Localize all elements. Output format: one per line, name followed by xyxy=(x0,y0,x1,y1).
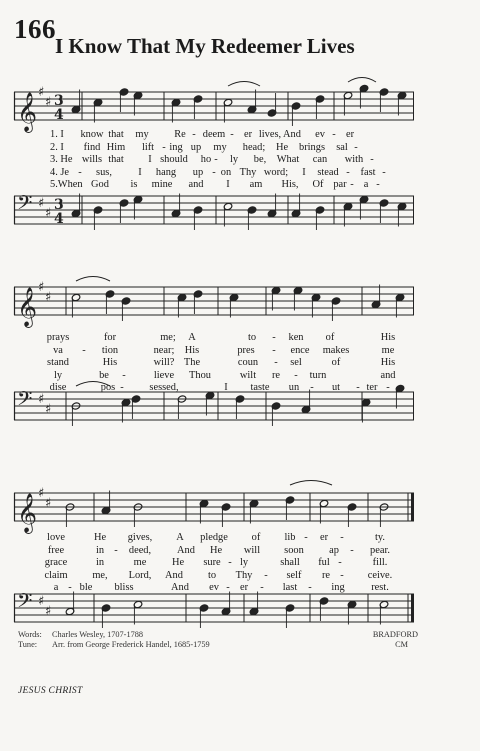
lyric-syllable: word; xyxy=(263,166,289,178)
tune-name: BRADFORD xyxy=(372,630,418,639)
lyric-syllable: - xyxy=(356,382,360,394)
treble-clef-icon: 𝄞 xyxy=(17,287,38,327)
bass-clef-icon: 𝄢 xyxy=(17,387,33,415)
svg-text:3: 3 xyxy=(54,93,64,109)
lyric-syllable: bliss xyxy=(114,582,134,594)
lyric-syllable: - xyxy=(308,582,312,594)
lyric-syllable: turn xyxy=(309,369,327,381)
sharp-icon: ♯ xyxy=(45,496,52,511)
lyric-syllable: - xyxy=(120,382,124,394)
svg-text:3: 3 xyxy=(54,197,64,213)
lyric-syllable: me xyxy=(133,557,147,569)
lyric-syllable: up xyxy=(192,166,204,178)
lyric-syllable: tion xyxy=(101,344,119,356)
lyric-syllable: er xyxy=(239,582,249,594)
lyric-syllable: be xyxy=(99,369,109,381)
lyric-syllable: - xyxy=(78,166,82,178)
lyric-syllable: stead xyxy=(317,166,339,178)
lyric-syllable: grace xyxy=(44,557,68,569)
sharp-icon: ♯ xyxy=(38,486,45,501)
lyric-syllable: He xyxy=(275,141,289,153)
lyric-syllable: ut xyxy=(331,382,341,394)
hymn-number: 166 xyxy=(14,14,56,44)
treble-clef-icon: 𝄞 xyxy=(17,92,38,132)
lyric-syllable: And xyxy=(171,582,189,594)
lyric-syllable: ly xyxy=(53,369,63,381)
lyric-syllable: - xyxy=(274,357,278,369)
lyric-syllable: 2. I xyxy=(50,141,64,153)
lyric-syllable: sel xyxy=(290,357,302,369)
lyric-syllable: And xyxy=(165,569,183,581)
lyric-syllable: - xyxy=(226,582,230,594)
words-credit: Charles Wesley, 1707-1788 xyxy=(52,630,144,639)
lyric-syllable: dise xyxy=(49,382,67,394)
lyric-syllable: I xyxy=(224,382,228,394)
lyric-syllable: - xyxy=(82,344,86,356)
svg-text:4: 4 xyxy=(54,211,64,227)
lyric-syllable: prays xyxy=(46,332,70,343)
final-bar-line xyxy=(411,493,414,521)
lyric-syllable: He xyxy=(93,532,107,543)
system-1-bass-staff xyxy=(14,192,414,232)
lyric-syllable: And xyxy=(177,544,195,556)
lyric-syllable: - xyxy=(68,582,72,594)
lyric-syllable: of xyxy=(325,332,335,343)
lyric-syllable: I xyxy=(148,154,152,166)
lyric-syllable: Thou xyxy=(189,369,211,381)
svg-text:4: 4 xyxy=(54,107,64,123)
lyric-syllable: 3. He xyxy=(50,154,73,166)
lyric-syllable: va xyxy=(53,344,63,356)
lyric-syllable: and xyxy=(380,369,396,381)
sharp-icon: ♯ xyxy=(45,290,52,305)
lyric-syllable: sal xyxy=(336,141,348,153)
sharp-icon: ♯ xyxy=(38,280,45,295)
lyric-syllable: sessed, xyxy=(149,382,179,394)
lyric-syllable: fast xyxy=(360,166,376,178)
lyric-syllable: ter xyxy=(366,382,378,394)
lyric-syllable: ly xyxy=(229,154,239,166)
lyric-syllable: Lord, xyxy=(128,569,152,581)
lyric-syllable: His xyxy=(380,357,396,369)
lyric-syllable: His xyxy=(184,344,200,356)
lyric-syllable: - xyxy=(346,166,350,178)
lyric-syllable: pear. xyxy=(370,544,390,556)
system-1-treble-staff xyxy=(14,85,414,132)
lyric-syllable: lib xyxy=(284,532,296,543)
lyric-syllable: - xyxy=(354,141,358,153)
lyric-syllable: - xyxy=(376,179,380,191)
lyric-syllable: er xyxy=(319,532,329,543)
lyric-syllable: am xyxy=(249,179,263,191)
lyric-syllable: shall xyxy=(280,557,300,569)
lyric-syllable: me; xyxy=(160,332,176,343)
system-3-bass-staff xyxy=(14,590,414,630)
lyric-syllable: - xyxy=(272,332,276,343)
lyric-syllable: His xyxy=(380,332,396,343)
lyric-syllable: I xyxy=(138,166,142,178)
lyric-syllable: self xyxy=(286,569,302,581)
sharp-icon: ♯ xyxy=(38,196,45,211)
topic-heading: JESUS CHRIST xyxy=(18,686,83,696)
lyric-syllable: - xyxy=(294,369,298,381)
lyric-syllable: - xyxy=(272,344,276,356)
lyric-syllable: ho xyxy=(200,154,212,166)
lyric-syllable: rest. xyxy=(371,582,389,594)
tune-credit: Arr. from George Frederick Handel, 1685-1759 xyxy=(52,640,210,649)
lyric-syllable: ceive. xyxy=(367,569,393,581)
system-2-bass-staff xyxy=(14,388,414,428)
sharp-icon: ♯ xyxy=(45,402,52,417)
lyric-syllable: - xyxy=(350,544,354,556)
lyric-syllable: makes xyxy=(322,344,350,356)
lyric-syllable: taste xyxy=(250,382,270,394)
lyric-syllable: ing xyxy=(169,141,183,153)
lyric-syllable: and xyxy=(188,179,204,191)
lyric-syllable: that xyxy=(108,154,124,166)
system-3-treble-staff xyxy=(14,486,414,533)
lyric-syllable: claim xyxy=(44,569,68,581)
lyric-syllable: deem xyxy=(202,129,226,140)
lyric-syllable: The xyxy=(183,357,201,369)
lyric-syllable: soon xyxy=(284,544,304,556)
lyric-syllable: hang xyxy=(155,166,177,178)
lyric-syllable: find xyxy=(83,141,101,153)
lyric-syllable: un xyxy=(288,382,300,394)
lyric-syllable: He xyxy=(209,544,223,556)
lyric-syllable: What xyxy=(276,154,300,166)
lyric-syllable: mine xyxy=(151,179,173,191)
lyric-syllable: ful xyxy=(318,557,330,569)
lyric-syllable: - xyxy=(228,557,232,569)
lyric-syllable: pos xyxy=(100,382,116,394)
lyric-syllable: 5.When xyxy=(50,179,83,191)
lyric-syllable: a xyxy=(53,582,59,594)
lyric-syllable: He xyxy=(171,557,185,569)
lyric-syllable: wilt xyxy=(239,369,257,381)
sharp-icon: ♯ xyxy=(38,392,45,407)
lyric-syllable: Thy xyxy=(235,569,253,581)
lyric-syllable: ly xyxy=(239,557,249,569)
lyric-syllable: A xyxy=(188,332,196,343)
lyric-syllable: re xyxy=(271,369,281,381)
lyric-syllable: know xyxy=(80,129,104,140)
tune-label: Tune: xyxy=(18,640,38,649)
lyric-syllable: near; xyxy=(153,344,175,356)
lyric-syllable: I xyxy=(226,179,230,191)
tie xyxy=(290,481,332,486)
lyric-syllable: deed, xyxy=(128,544,152,556)
lyric-syllable: 4. Je xyxy=(50,166,70,178)
lyric-syllable: A xyxy=(176,532,184,543)
lyric-syllable: brings xyxy=(299,141,325,153)
lyric-syllable: that xyxy=(108,129,124,140)
lyric-syllable: His, xyxy=(281,179,299,191)
lyric-syllable: God xyxy=(91,179,109,191)
lyric-syllable: Him xyxy=(106,141,126,153)
sharp-icon: ♯ xyxy=(45,604,52,619)
lyric-syllable: can xyxy=(312,154,328,166)
lyric-syllable: Re xyxy=(174,129,186,140)
system-2-treble-staff xyxy=(14,280,414,327)
bass-clef-icon: 𝄢 xyxy=(17,589,33,617)
lyric-syllable: on xyxy=(220,166,232,178)
lyric-syllable: me xyxy=(381,344,395,356)
sharp-icon: ♯ xyxy=(45,206,52,221)
sharp-icon: ♯ xyxy=(38,85,45,100)
lyric-syllable: sure xyxy=(203,557,221,569)
lyric-syllable: - xyxy=(350,179,354,191)
lyric-syllable: lift xyxy=(141,141,155,153)
lyric-syllable: - xyxy=(122,369,126,381)
lyric-syllable: ty. xyxy=(374,532,386,543)
lyric-syllable: ev xyxy=(315,129,325,140)
lyric-syllable: pres xyxy=(237,344,255,356)
lyric-syllable: - xyxy=(340,532,344,543)
treble-clef-icon: 𝄞 xyxy=(17,493,38,533)
lyric-syllable: lives, xyxy=(258,129,282,140)
bass-clef-icon: 𝄢 xyxy=(17,191,33,219)
lyric-syllable: should xyxy=(160,154,188,166)
final-bar-line xyxy=(411,594,414,622)
lyric-syllable: - xyxy=(370,154,374,166)
tie xyxy=(76,277,110,282)
lyric-syllable: - xyxy=(260,582,264,594)
lyric-syllable: - xyxy=(386,382,390,394)
lyric-syllable: - xyxy=(230,129,234,140)
lyric-syllable: free xyxy=(47,544,65,556)
lyric-syllable: me, xyxy=(92,569,108,581)
lyric-syllable: - xyxy=(264,569,268,581)
meter: CM xyxy=(395,640,408,649)
lyric-syllable: in xyxy=(95,557,105,569)
lyric-syllable: - xyxy=(162,141,166,153)
lyric-syllable: gives, xyxy=(127,532,153,543)
lyric-syllable: re xyxy=(321,569,331,581)
words-label: Words: xyxy=(18,630,42,639)
tie xyxy=(228,82,260,87)
lyric-syllable: will? xyxy=(153,357,175,369)
lyric-syllable: And xyxy=(283,129,301,140)
lyric-syllable: ap xyxy=(329,544,339,556)
lyric-syllable: - xyxy=(338,557,342,569)
lyric-syllable: - xyxy=(304,532,308,543)
lyric-syllable: in xyxy=(95,544,105,556)
lyric-syllable: lieve xyxy=(153,369,175,381)
lyric-syllable: I xyxy=(302,166,306,178)
lyric-syllable: - xyxy=(214,154,218,166)
lyric-syllable: par xyxy=(333,179,347,191)
lyric-syllable: last xyxy=(282,582,298,594)
lyric-syllable: my xyxy=(135,129,149,140)
lyric-syllable: - xyxy=(114,544,118,556)
lyric-syllable: 1. I xyxy=(50,129,64,140)
lyric-syllable: coun xyxy=(237,357,259,369)
tie xyxy=(348,78,376,83)
lyric-syllable: for xyxy=(103,332,117,343)
lyric-syllable: sus, xyxy=(96,166,112,178)
lyric-syllable: ence xyxy=(290,344,310,356)
lyric-syllable: pledge xyxy=(200,532,228,543)
lyric-syllable: Thy xyxy=(239,166,257,178)
lyric-syllable: of xyxy=(251,532,261,543)
lyric-syllable: my xyxy=(213,141,227,153)
lyric-syllable: love xyxy=(47,532,65,543)
lyric-syllable: ble xyxy=(79,582,93,594)
lyric-syllable: to xyxy=(247,332,257,343)
lyric-syllable: - xyxy=(212,166,216,178)
lyric-syllable: er xyxy=(345,129,355,140)
hymn-title: I Know That My Redeemer Lives xyxy=(55,34,355,58)
lyric-syllable: head; xyxy=(242,141,266,153)
lyric-syllable: er xyxy=(243,129,253,140)
lyric-syllable: stand xyxy=(47,357,69,369)
lyric-syllable: a xyxy=(363,179,369,191)
lyric-syllable: up xyxy=(190,141,202,153)
lyric-syllable: ev xyxy=(209,582,219,594)
lyric-syllable: is xyxy=(130,179,138,191)
lyric-syllable: wills xyxy=(81,154,103,166)
lyric-syllable: of xyxy=(331,357,341,369)
lyric-syllable: His xyxy=(102,357,118,369)
lyric-syllable: - xyxy=(332,129,336,140)
lyric-syllable: - xyxy=(310,382,314,394)
lyric-syllable: ken xyxy=(288,332,304,343)
sharp-icon: ♯ xyxy=(45,95,52,110)
lyric-syllable: to xyxy=(207,569,217,581)
lyric-syllable: will xyxy=(243,544,261,556)
lyric-syllable: fill. xyxy=(372,557,388,569)
lyric-syllable: - xyxy=(382,166,386,178)
lyric-syllable: be, xyxy=(253,154,267,166)
lyric-syllable: ing xyxy=(331,582,345,594)
lyric-syllable: with xyxy=(344,154,364,166)
lyric-syllable: Of xyxy=(312,179,324,191)
lyric-syllable: - xyxy=(192,129,196,140)
sharp-icon: ♯ xyxy=(38,594,45,609)
lyric-syllable: - xyxy=(340,569,344,581)
